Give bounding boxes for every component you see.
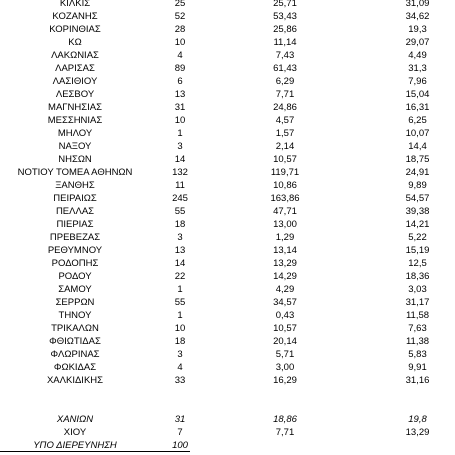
cases-cell: 25 [174, 0, 186, 9]
rate-cell: 15,04 [405, 89, 430, 100]
area-name-cell: ΡΟΔΟΠΗΣ [51, 258, 99, 269]
area-name-cell: ΦΩΚΙΔΑΣ [53, 362, 97, 373]
cases-cell: 10 [174, 115, 186, 126]
average-cell: 13,29 [273, 258, 297, 269]
average-cell: 0,43 [275, 310, 295, 321]
table-row [0, 49, 455, 62]
rate-cell: 16,31 [405, 102, 430, 113]
cases-cell: 10 [174, 323, 186, 334]
area-name-cell: ΠΕΙΡΑΙΩΣ [53, 193, 97, 204]
cases-cell: 28 [174, 24, 186, 35]
average-cell: 1,57 [275, 128, 295, 139]
cases-cell: 89 [174, 63, 186, 74]
cases-cell: 1 [177, 128, 183, 139]
area-name-cell: ΠΡΕΒΕΖΑΣ [49, 232, 101, 243]
cases-cell: 1 [177, 284, 183, 295]
cases-cell: 18 [174, 336, 186, 347]
table-row [0, 426, 455, 439]
average-cell: 3,00 [275, 362, 295, 373]
cases-cell: 31 [174, 102, 186, 113]
area-name-cell: ΣΕΡΡΩΝ [55, 297, 95, 308]
table-row [0, 413, 455, 426]
table-row [0, 114, 455, 127]
rate-cell: 11,58 [405, 310, 430, 321]
average-cell: 7,71 [275, 427, 295, 438]
table-row [0, 10, 455, 23]
area-name-cell: ΚΙΛΚΙΣ [59, 0, 91, 9]
cases-cell: 3 [177, 349, 183, 360]
rate-cell: 31,16 [405, 375, 430, 386]
rate-cell: 15,19 [405, 245, 430, 256]
average-cell: 13,00 [273, 219, 297, 230]
table-row [0, 62, 455, 75]
area-name-cell: ΜΑΓΝΗΣΙΑΣ [48, 102, 102, 113]
cases-cell: 14 [174, 258, 186, 269]
cases-cell: 22 [174, 271, 186, 282]
cases-cell: 6 [177, 76, 183, 87]
cases-cell: 3 [177, 141, 183, 152]
average-cell: 4,29 [275, 284, 295, 295]
area-name-cell: ΞΑΝΘΗΣ [55, 180, 95, 191]
rate-cell: 11,38 [405, 336, 430, 347]
rate-cell: 10,07 [405, 128, 430, 139]
average-cell: 10,57 [273, 323, 297, 334]
average-cell: 18,86 [273, 414, 297, 425]
average-cell: 14,29 [273, 271, 297, 282]
average-cell: 1,29 [275, 232, 295, 243]
table-row [0, 153, 455, 166]
table-row [0, 257, 455, 270]
table-row [0, 322, 455, 335]
area-name-cell: ΛΑΚΩΝΙΑΣ [51, 50, 99, 61]
rate-cell: 7,63 [408, 323, 427, 334]
average-cell: 34,57 [273, 297, 297, 308]
average-cell: 10,57 [273, 154, 297, 165]
area-name-cell: ΛΑΡΙΣΑΣ [55, 63, 95, 74]
cases-cell: 55 [174, 206, 186, 217]
rate-cell: 5,83 [408, 349, 427, 360]
table-row [0, 127, 455, 140]
area-name-cell: ΝΗΣΩΝ [58, 154, 92, 165]
rate-cell: 13,29 [405, 427, 430, 438]
area-name-cell: ΧΙΟΥ [63, 427, 87, 438]
rate-cell: 18,36 [405, 271, 430, 282]
table-row [0, 270, 455, 283]
table-row [0, 75, 455, 88]
cases-cell: 7 [177, 427, 183, 438]
table-row [0, 348, 455, 361]
area-name-cell: ΤΡΙΚΑΛΩΝ [51, 323, 99, 334]
area-name-cell: ΠΙΕΡΙΑΣ [56, 219, 94, 230]
table-row [0, 218, 455, 231]
average-cell: 61,43 [273, 63, 297, 74]
area-name-cell: ΥΠΟ ΔΙΕΡΕΥΝΗΣΗ [33, 440, 117, 451]
table-row [0, 374, 455, 387]
rate-cell: 29,07 [405, 37, 430, 48]
area-name-cell: ΚΟΡΙΝΘΙΑΣ [49, 24, 101, 35]
table-row [0, 36, 455, 49]
cases-cell: 14 [174, 154, 186, 165]
table-row [0, 179, 455, 192]
table-row [0, 361, 455, 374]
average-cell: 2,14 [275, 141, 295, 152]
area-name-cell: ΦΘΙΩΤΙΔΑΣ [49, 336, 101, 347]
cases-cell: 132 [172, 167, 188, 178]
table-row [0, 309, 455, 322]
cases-cell: 245 [172, 193, 188, 204]
average-cell: 47,71 [273, 206, 297, 217]
cases-cell: 1 [177, 310, 183, 321]
area-name-cell: ΦΛΩΡΙΝΑΣ [50, 349, 100, 360]
rate-cell: 14,21 [405, 219, 430, 230]
cases-cell: 4 [177, 50, 183, 61]
table-row [0, 192, 455, 205]
rate-cell: 31,3 [408, 63, 427, 74]
rate-cell: 19,8 [408, 414, 427, 425]
average-cell: 16,29 [273, 375, 297, 386]
rate-cell: 6,25 [408, 115, 427, 126]
rate-cell: 4,49 [408, 50, 427, 61]
cases-cell: 13 [174, 89, 186, 100]
rate-cell: 3,03 [408, 284, 427, 295]
area-name-cell: ΣΑΜΟΥ [58, 284, 92, 295]
table-row [0, 205, 455, 218]
cases-cell: 3 [177, 232, 183, 243]
average-cell: 7,43 [275, 50, 295, 61]
cases-cell: 4 [177, 362, 183, 373]
table-row [0, 23, 455, 36]
rate-cell: 39,38 [405, 206, 430, 217]
average-cell: 6,29 [275, 76, 295, 87]
cases-cell: 100 [172, 440, 188, 451]
area-name-cell: ΜΗΛΟΥ [57, 128, 93, 139]
area-name-cell: ΛΑΣΙΘΙΟΥ [52, 76, 98, 87]
average-cell: 163,86 [270, 193, 300, 204]
average-cell: 13,14 [273, 245, 297, 256]
area-name-cell: ΜΕΣΣΗΝΙΑΣ [47, 115, 103, 126]
cases-cell: 13 [174, 245, 186, 256]
average-cell: 5,71 [275, 349, 295, 360]
table-row [0, 101, 455, 114]
area-name-cell: ΛΕΣΒΟΥ [55, 89, 95, 100]
table-row [0, 166, 455, 179]
area-name-cell: ΠΕΛΛΑΣ [55, 206, 95, 217]
rate-cell: 9,91 [408, 362, 427, 373]
cases-cell: 33 [174, 375, 186, 386]
rate-cell: 5,22 [408, 232, 427, 243]
bottom-rule [0, 451, 190, 452]
cases-cell: 31 [174, 414, 186, 425]
rate-cell: 7,96 [408, 76, 427, 87]
table-row [0, 335, 455, 348]
table-row [0, 140, 455, 153]
area-name-cell: ΚΩ [68, 37, 82, 48]
average-cell: 4,57 [275, 115, 295, 126]
average-cell: 10,86 [273, 180, 297, 191]
table-row [0, 231, 455, 244]
average-cell: 20,14 [273, 336, 297, 347]
average-cell: 24,86 [273, 102, 297, 113]
cases-cell: 11 [175, 180, 185, 191]
rate-cell: 19,3 [408, 24, 427, 35]
average-cell: 11,14 [273, 37, 297, 48]
area-name-cell: ΧΑΝΙΩΝ [56, 414, 94, 425]
cases-cell: 10 [174, 37, 186, 48]
cases-cell: 52 [174, 11, 186, 22]
table-row [0, 283, 455, 296]
rate-cell: 14,4 [408, 141, 427, 152]
rate-cell: 34,62 [405, 11, 430, 22]
average-cell: 25,86 [273, 24, 297, 35]
average-cell: 119,71 [270, 167, 300, 178]
cases-cell: 18 [174, 219, 186, 230]
rate-cell: 54,57 [405, 193, 430, 204]
rate-cell: 12,5 [408, 258, 427, 269]
average-cell: 53,43 [273, 11, 297, 22]
table-row [0, 0, 455, 10]
rate-cell: 18,75 [405, 154, 430, 165]
average-cell: 25,71 [273, 0, 297, 9]
rate-cell: 31,09 [405, 0, 430, 9]
table-row [0, 244, 455, 257]
area-name-cell: ΡΕΘΥΜΝΟΥ [47, 245, 103, 256]
area-name-cell: ΧΑΛΚΙΔΙΚΗΣ [46, 375, 104, 386]
area-name-cell: ΝΟΤΙΟΥ ΤΟΜΕΑ ΑΘΗΝΩΝ [17, 167, 133, 178]
table-row [0, 88, 455, 101]
area-name-cell: ΚΟΖΑΝΗΣ [52, 11, 98, 22]
table-row [0, 296, 455, 309]
rate-cell: 9,89 [408, 180, 427, 191]
area-name-cell: ΡΟΔΟΥ [58, 271, 92, 282]
area-name-cell: ΤΗΝΟΥ [58, 310, 92, 321]
cases-cell: 55 [174, 297, 186, 308]
rate-cell: 24,91 [405, 167, 430, 178]
area-name-cell: ΝΑΞΟΥ [58, 141, 92, 152]
rate-cell: 31,17 [405, 297, 430, 308]
average-cell: 7,71 [275, 89, 295, 100]
